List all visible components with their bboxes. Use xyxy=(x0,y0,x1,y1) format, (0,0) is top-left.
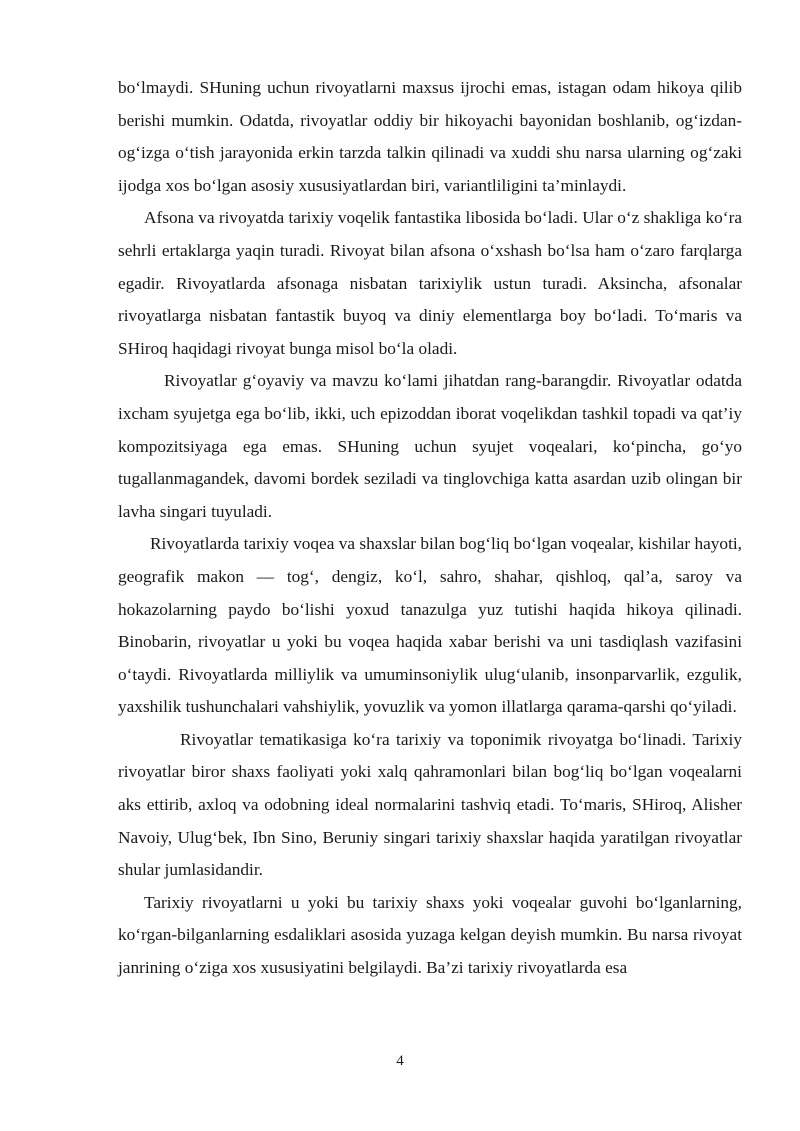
paragraph-afsona: Afsona va rivoyatda tarixiy voqelik fantastika libosida bo‘ladi. Ular o‘z shakliga ko‘ra sehrli ertaklarga yaqin turadi. Rivoyat bilan afsona o‘xshash bo‘lsa ham o‘zaro farqlarga egadir. Rivoyatlarda afsonaga nisbatan tarixiylik ustun turadi. Aksincha, afsonalar rivoyatlarga nisbatan fantastik buyoq va diniy elementlarga boy bo‘ladi. To‘maris va SHiroq haqidagi rivoyat bunga misol bo‘la oladi. xyxy=(118,208,742,358)
page-number: 4 xyxy=(396,1053,404,1069)
paragraph-continuation: bo‘lmaydi. SHuning uchun rivoyatlarni maxsus ijrochi emas, istagan odam hikoya qilib berishi mumkin. Odatda, rivoyatlar oddiy bir hikoyachi bayonidan boshlanib, og‘izdan-og‘izga o‘tish jarayonida erkin tarzda talkin qilinadi va xuddi shu narsa ularning og‘zaki ijodga xos bo‘lgan asosiy xususiyatlardan biri, variantliligini ta’minlaydi. xyxy=(118,78,742,195)
document-body xyxy=(118,72,742,985)
paragraph-tematika: Rivoyatlar tematikasiga ko‘ra tarixiy va toponimik rivoyatga bo‘linadi. Tarixiy rivoyatlar biror shaxs faoliyati yoki xalq qahramonlari bilan bog‘liq bo‘lgan voqealarni aks ettirib, axloq va odobning ideal normalarini tashviq etadi. To‘maris, SHiroq, Alisher Navoiy, Ulug‘bek, Ibn Sino, Beruniy singari tarixiy shaxslar haqida yaratilgan rivoyatlar shular jumlasidandir. xyxy=(118,729,742,880)
paragraph-goyaviy: Rivoyatlar g‘oyaviy va mavzu ko‘lami jihatdan rang-barangdir. Rivoyatlar odatda ixcham syujetga ega bo‘lib, ikki, uch epizoddan iborat voqelikdan tashkil topadi va qat’iy kompozitsiyaga ega emas. SHuning uchun syujet voqealari, ko‘pincha, go‘yo tugallanmagandek, davomi bordek seziladi va tinglovchiga katta asardan uzib olingan bir lavha singari tuyuladi. xyxy=(118,371,742,521)
paragraph-tarixiy-rivoyatlar: Tarixiy rivoyatlarni u yoki bu tarixiy shaxs yoki voqealar guvohi bo‘lganlarning, ko‘rgan-bilganlarning esdaliklari asosida yuzaga kelgan deyish mumkin. Bu narsa rivoyat janrining o‘ziga xos xususiyatini belgilaydi. Ba’zi tarixiy rivoyatlarda esa xyxy=(118,892,742,978)
paragraph-tarixiy-voqea: Rivoyatlarda tarixiy voqea va shaxslar bilan bog‘liq bo‘lgan voqealar, kishilar hayoti, geografik makon — tog‘, dengiz, ko‘l, sahro, shahar, qishloq, qal’a, saroy va hokazolarning paydo bo‘lishi yoxud tanazulga yuz tutishi haqida hikoya qilinadi. Binobarin, rivoyatlar u yoki bu voqea haqida xabar berishi va uni tasdiqlash vazifasini o‘taydi. Rivoyatlarda milliylik va umuminsoniylik ulug‘ulanib, insonparvarlik, ezgulik, yaxshilik tushunchalari vahshiylik, yovuzlik va yomon illatlarga qarama-qarshi qo‘yiladi. xyxy=(118,534,742,717)
